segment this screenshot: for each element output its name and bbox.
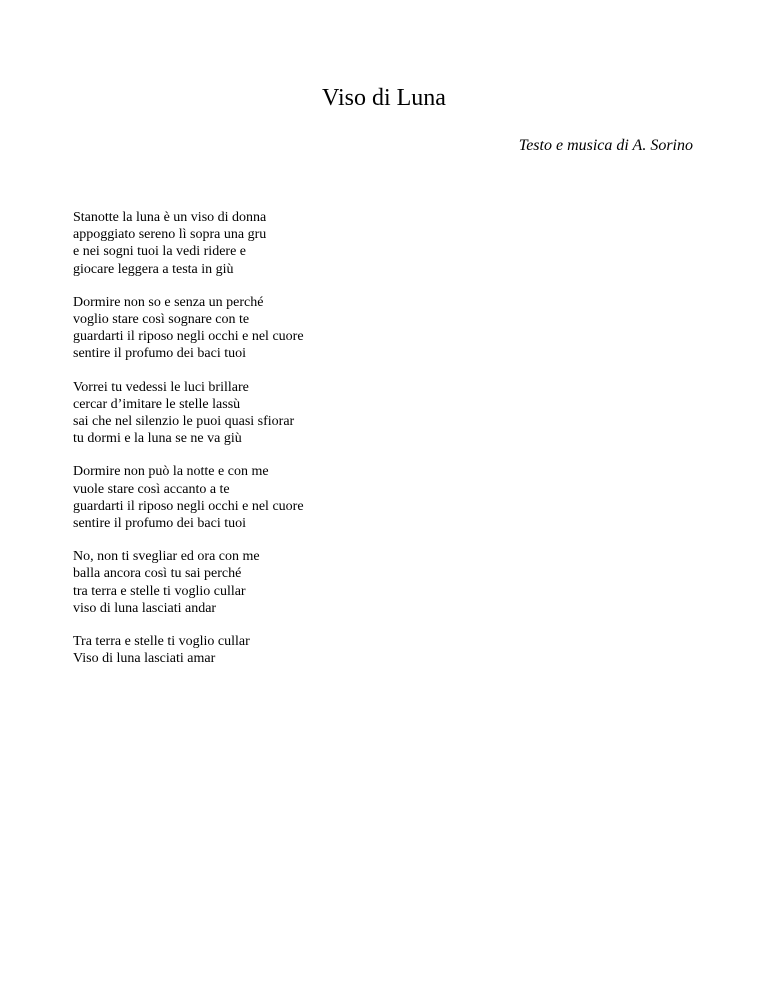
lyric-line: Vorrei tu vedessi le luci brillare <box>73 379 249 395</box>
lyric-line: sentire il profumo dei baci tuoi <box>73 516 247 532</box>
lyric-line: tu dormi e la luna se ne va giù <box>73 431 242 447</box>
lyric-line: vuole stare così accanto a te <box>73 481 230 497</box>
lyric-line: Viso di luna lasciati amar <box>73 651 216 667</box>
song-title: Viso di Luna <box>322 85 446 111</box>
stanza-6 <box>73 633 673 667</box>
lyric-line: Tra terra e stelle ti voglio cullar <box>73 634 250 650</box>
stanza-5 <box>73 548 673 617</box>
lyric-line: voglio stare così sognare con te <box>73 312 250 328</box>
lyric-line: appoggiato sereno lì sopra una gru <box>73 227 267 243</box>
lyric-line: No, non ti svegliar ed ora con me <box>73 549 260 565</box>
lyrics <box>73 209 673 683</box>
lyric-line: guardarti il riposo negli occhi e nel cuore <box>73 498 304 514</box>
stanza-1 <box>73 209 673 278</box>
lyric-line: giocare leggera a testa in giù <box>73 261 234 277</box>
lyric-line: Dormire non so e senza un perché <box>73 294 264 310</box>
lyric-line: tra terra e stelle ti voglio cullar <box>73 583 246 599</box>
lyric-line: guardarti il riposo negli occhi e nel cuore <box>73 329 304 345</box>
lyric-line: balla ancora così tu sai perché <box>73 566 242 582</box>
lyric-line: e nei sogni tuoi la vedi ridere e <box>73 244 246 260</box>
lyric-line: cercar d’imitare le stelle lassù <box>73 396 241 412</box>
stanza-3 <box>73 379 673 448</box>
stanza-4 <box>73 463 673 532</box>
lyric-line: sentire il profumo dei baci tuoi <box>73 346 247 362</box>
lyric-line: Stanotte la luna è un viso di donna <box>73 210 267 225</box>
song-byline: Testo e musica di A. Sorino <box>518 137 693 154</box>
lyric-line: viso di luna lasciati andar <box>73 600 217 616</box>
lyric-line: sai che nel silenzio le puoi quasi sfiorar <box>73 414 295 430</box>
lyric-line: Dormire non può la notte e con me <box>73 464 269 480</box>
stanza-2 <box>73 294 673 363</box>
